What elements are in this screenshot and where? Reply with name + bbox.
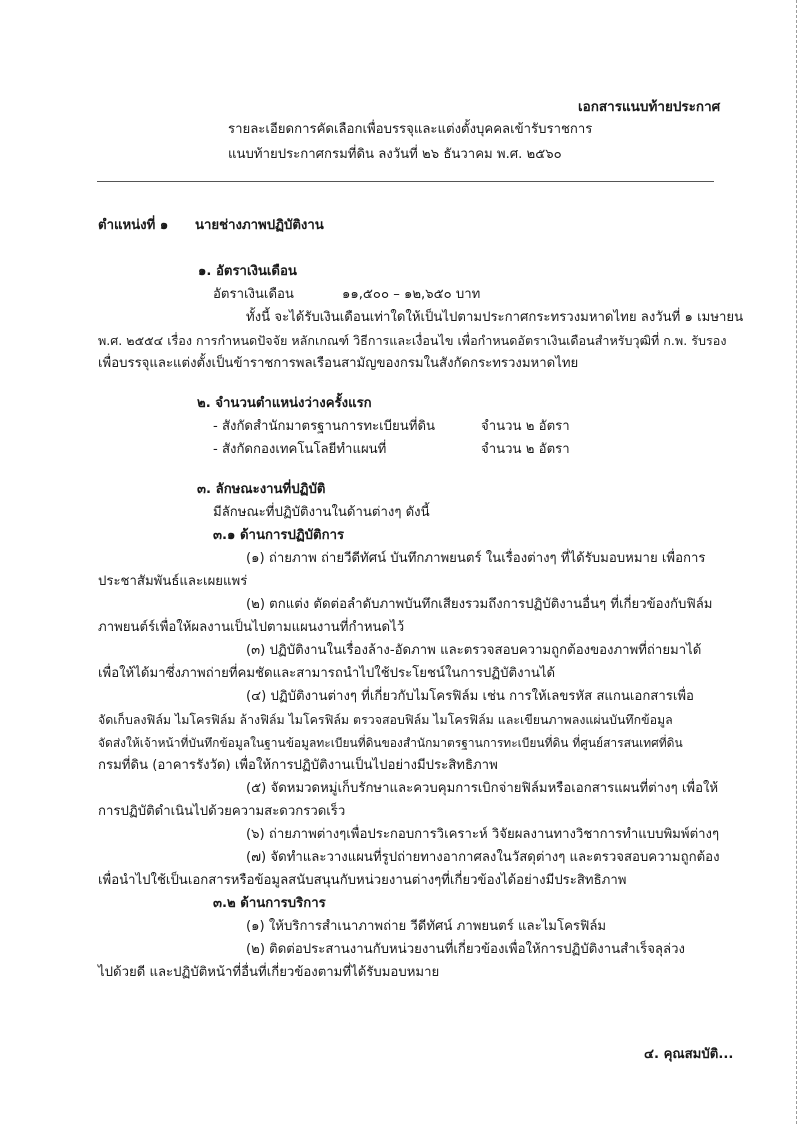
duty-7-line2: เพื่อนำไปใช้เป็นเอกสารหรือข้อมูลสนับสนุนกับหน่วยงานต่างๆที่เกี่ยวข้องได้อย่างมีประสิทธิภาพ — [98, 873, 627, 888]
duty-2-line1: (๒) ตกแต่ง ตัดต่อลำดับภาพบันทึกเสียงรวมถึงการปฏิบัติงานอื่นๆ ที่เกี่ยวข้องกับฟิล์ม — [246, 597, 713, 612]
section1-para-line1: ทั้งนี้ จะได้รับเงินเดือนเท่าใดให้เป็นไปตามประกาศกระทรวงมหาดไทย ลงวันที่ ๑ เมษายน — [246, 310, 744, 325]
salary-value: ๑๑,๕๐๐ – ๑๒,๖๕๐ บาท — [342, 287, 481, 302]
duty-3-line1: (๓) ปฏิบัติงานในเรื่องล้าง-อัดภาพ และตรวจสอบความถูกต้องของภาพที่ถ่ายมาได้ — [246, 643, 702, 658]
section3-heading: ๓. ลักษณะงานที่ปฏิบัติ — [197, 482, 326, 497]
document-title-line1: รายละเอียดการคัดเลือกเพื่อบรรจุและแต่งตั้งบุคคลเข้ารับราชการ — [228, 122, 593, 137]
duty-3-line2: เพื่อให้ได้มาซึ่งภาพถ่ายที่คมชัดและสามารถนำไปใช้ประโยชน์ในการปฏิบัติงานได้ — [98, 666, 556, 681]
section1-para-line3: เพื่อบรรจุและแต่งตั้งเป็นข้าราชการพลเรือนสามัญของกรมในสังกัดกระทรวงมหาดไทย — [98, 356, 579, 371]
position-name: นายช่างภาพปฏิบัติงาน — [195, 218, 324, 233]
section3-2-heading: ๓.๒ ด้านการบริการ — [213, 896, 326, 911]
duty-4-line4: กรมที่ดิน (อาคารรังวัด) เพื่อให้การปฏิบัติงานเป็นไปอย่างมีประสิทธิภาพ — [98, 758, 498, 773]
duty-5-line1: (๕) จัดหมวดหมู่เก็บรักษาและควบคุมการเบิกจ่ายฟิล์มหรือเอกสารแผนที่ต่างๆ เพื่อให้ — [246, 781, 719, 796]
salary-label: อัตราเงินเดือน — [213, 287, 294, 302]
service-2-line1: (๒) ติดต่อประสานงานกับหน่วยงานที่เกี่ยวข้องเพื่อให้การปฏิบัติงานสำเร็จลุล่วง — [246, 942, 685, 957]
section3-1-heading: ๓.๑ ด้านการปฏิบัติการ — [213, 528, 345, 543]
section1-heading: ๑. อัตราเงินเดือน — [198, 264, 297, 279]
service-1-line1: (๑) ให้บริการสำเนาภาพถ่าย วีดีทัศน์ ภาพยนตร์ และไมโครฟิล์ม — [246, 919, 607, 934]
section3-intro: มีลักษณะที่ปฏิบัติงานในด้านต่างๆ ดังนี้ — [213, 505, 430, 520]
duty-1-line2: ประชาสัมพันธ์และเผยแพร่ — [98, 574, 248, 589]
service-2-line2: ไปด้วยดี และปฏิบัติหน้าที่อื่นที่เกี่ยวข้องตามที่ได้รับมอบหมาย — [98, 965, 440, 980]
duty-7-line1: (๗) จัดทำและวางแผนที่รูปถ่ายทางอากาศลงในวัสดุต่างๆ และตรวจสอบความถูกต้อง — [246, 850, 720, 865]
document-title-line2: แนบท้ายประกาศกรมที่ดิน ลงวันที่ ๒๖ ธันวาคม พ.ศ. ๒๕๖๐ — [228, 147, 562, 162]
vacancy-unit-1: - สังกัดสำนักมาตรฐานการทะเบียนที่ดิน — [213, 419, 436, 434]
duty-5-line2: การปฏิบัติดำเนินไปด้วยความสะดวกรวดเร็ว — [98, 804, 346, 819]
scan-edge — [796, 0, 800, 1124]
continuation-marker: ๔. คุณสมบัติ... — [644, 1047, 734, 1062]
section2-heading: ๒. จำนวนตำแหน่งว่างครั้งแรก — [197, 396, 372, 411]
vacancy-unit-2: - สังกัดกองเทคโนโลยีทำแผนที่ — [213, 442, 387, 457]
duty-2-line2: ภาพยนต์ร์เพื่อให้ผลงานเป็นไปตามแผนงานที่กำหนดไว้ — [98, 620, 405, 635]
vacancy-count-1: จำนวน ๒ อัตรา — [481, 419, 570, 434]
duty-1-line1: (๑) ถ่ายภาพ ถ่ายวีดีทัศน์ บันทึกภาพยนตร์ ในเรื่องต่างๆ ที่ได้รับมอบหมาย เพื่อการ — [246, 551, 706, 566]
attachment-label: เอกสารแนบท้ายประกาศ — [578, 99, 721, 115]
vacancy-count-2: จำนวน ๒ อัตรา — [481, 442, 570, 457]
duty-4-line3: จัดส่งให้เจ้าหน้าที่บันทึกข้อมูลในฐานข้อมูลทะเบียนที่ดินของสำนักมาตรฐานการทะเบียนที่ดิน ที่ศูนย์สารสนเทศที่ดิน — [98, 736, 683, 750]
position-label: ตำแหน่งที่ ๑ — [98, 218, 169, 233]
section1-para-line2: พ.ศ. ๒๕๕๔ เรื่อง การกำหนดปัจจัย หลักเกณฑ์ วิธีการและเงื่อนไข เพื่อกำหนดอัตราเงินเดือนสำหรับวุฒิที่ ก.พ. รับรอง — [98, 333, 727, 348]
duty-4-line1: (๔) ปฏิบัติงานต่างๆ ที่เกี่ยวกับไมโครฟิล์ม เช่น การให้เลขรหัส สแกนเอกสารเพื่อ — [246, 689, 694, 704]
duty-4-line2: จัดเก็บลงฟิล์ม ไมโครฟิล์ม ล้างฟิล์ม ไมโครฟิล์ม ตรวจสอบฟิล์ม ไมโครฟิล์ม และเขียนภาพลงแผ่นบันทึกข้อมูล — [98, 712, 673, 727]
header-divider — [97, 181, 714, 182]
duty-6-line1: (๖) ถ่ายภาพต่างๆเพื่อประกอบการวิเคราะห์ วิจัยผลงานทางวิชาการทำแบบพิมพ์ต่างๆ — [246, 827, 720, 842]
